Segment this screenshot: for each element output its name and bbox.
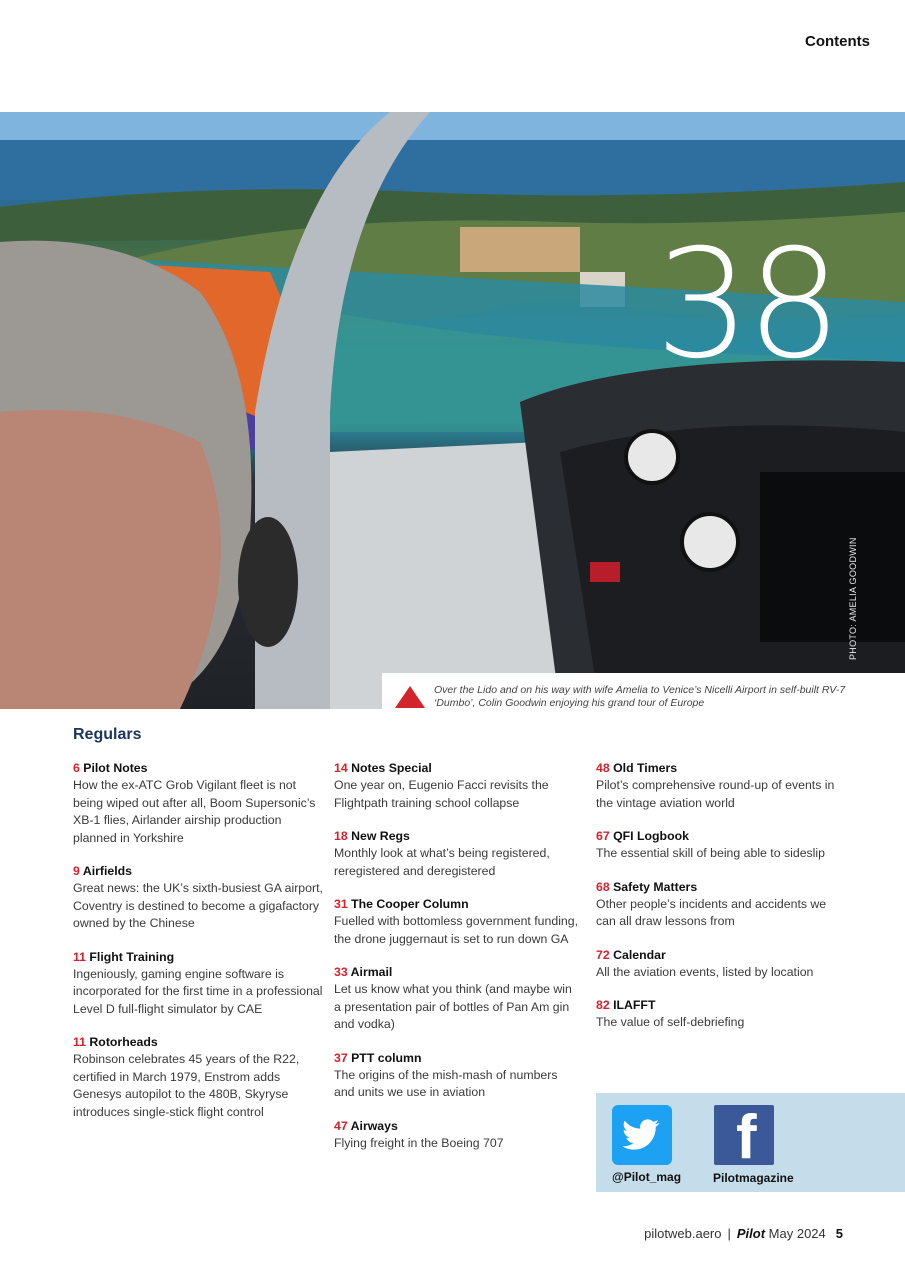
entry-page: 47 xyxy=(334,1118,348,1133)
entry-description: Flying freight in the Boeing 707 xyxy=(334,1135,504,1150)
entry-title: Airfields xyxy=(82,864,133,878)
caption-triangle-icon xyxy=(395,686,425,708)
photo-credit: PHOTO: AMELIA GOODWIN xyxy=(848,537,858,660)
contents-entry[interactable] xyxy=(73,949,328,1019)
entry-page: 48 xyxy=(596,761,610,775)
twitter-bird-icon[interactable] xyxy=(612,1105,672,1165)
entry-page: 68 xyxy=(596,879,610,894)
entry-page: 14 xyxy=(334,761,348,775)
contents-entry[interactable] xyxy=(73,863,328,933)
contents-entry[interactable] xyxy=(334,828,579,880)
contents-entry[interactable] xyxy=(596,997,846,1032)
contents-column-1 xyxy=(73,760,328,1137)
photo-caption: Over the Lido and on his way with wife Amelia to Venice’s Nicelli Airport in self-built RV-7 ‘Dumbo’, Colin Goodwin enjoying his grand tour of Europe xyxy=(434,684,846,709)
hero-photo xyxy=(0,112,905,709)
entry-description: All the aviation events, listed by location xyxy=(596,964,814,979)
entry-page: 37 xyxy=(334,1050,348,1065)
entry-page: 82 xyxy=(596,998,610,1012)
entry-description: Great news: the UK’s sixth-busiest GA airport, Coventry is destined to become a gigafactory owned by the Chinese xyxy=(73,881,323,930)
facebook-handle[interactable]: Pilotmagazine xyxy=(713,1171,794,1185)
entry-title: Calendar xyxy=(613,947,666,962)
entry-description: Robinson celebrates 45 years of the R22, certified in March 1979, Enstrom adds Genesys autopilot to the 480B, Skyryse introduces single-stick flight control xyxy=(73,1052,300,1119)
entry-title: Airmail xyxy=(350,965,393,979)
footer-separator: | xyxy=(727,1226,731,1241)
footer-issue: May 2024 xyxy=(768,1226,826,1241)
contents-entry[interactable] xyxy=(334,896,579,948)
footer-website[interactable]: pilotweb.aero xyxy=(644,1226,722,1241)
contents-column-2 xyxy=(334,760,579,1168)
entry-page: 31 xyxy=(334,897,348,911)
entry-description: One year on, Eugenio Facci revisits the Flightpath training school collapse xyxy=(334,778,549,810)
page-number: 5 xyxy=(835,1226,843,1241)
entry-description: Let us know what you think (and maybe win a presentation pair of bottles of Pan Am gin and vodka) xyxy=(334,982,572,1031)
contents-entry[interactable] xyxy=(334,1118,579,1153)
entry-title: Rotorheads xyxy=(89,1035,158,1049)
entry-description: Pilot’s comprehensive round-up of events in the vintage aviation world xyxy=(596,778,835,810)
entry-description: The value of self-debriefing xyxy=(596,1015,745,1029)
feature-page-number: 38 xyxy=(655,218,838,392)
twitter-handle[interactable]: @Pilot_mag xyxy=(612,1170,682,1184)
contents-entry[interactable] xyxy=(596,947,846,982)
section-label: Contents xyxy=(805,33,870,50)
entry-title: Safety Matters xyxy=(613,879,698,894)
contents-entry[interactable] xyxy=(334,760,579,812)
contents-entry[interactable] xyxy=(73,1034,328,1121)
entry-description: The origins of the mish-mash of numbers and units we use in aviation xyxy=(334,1067,558,1099)
page-footer xyxy=(644,1226,843,1241)
facebook-f-icon[interactable]: f xyxy=(714,1105,774,1165)
entry-title: Old Timers xyxy=(613,761,678,775)
cockpit-illustration xyxy=(0,112,905,709)
entry-page: 72 xyxy=(596,947,610,962)
entry-page: 33 xyxy=(334,965,348,979)
contents-column-3 xyxy=(596,760,846,1048)
entry-title: PTT column xyxy=(351,1050,422,1065)
entry-description: The essential skill of being able to sideslip xyxy=(596,846,825,860)
entry-page: 18 xyxy=(334,829,348,843)
contents-entry[interactable] xyxy=(73,760,328,847)
entry-page: 11 xyxy=(73,949,86,964)
contents-entry[interactable] xyxy=(334,964,579,1034)
entry-title: The Cooper Column xyxy=(351,897,469,911)
entry-description: Fuelled with bottomless government funding, the drone juggernaut is set to run down GA xyxy=(334,914,579,946)
entry-page: 6 xyxy=(73,761,80,775)
entry-title: Airways xyxy=(350,1118,398,1133)
entry-page: 9 xyxy=(73,864,80,878)
contents-entry[interactable] xyxy=(334,1050,579,1102)
contents-entry[interactable] xyxy=(596,760,846,812)
entry-title: QFI Logbook xyxy=(613,829,689,843)
entry-description: How the ex-ATC Grob Vigilant fleet is not being wiped out after all, Boom Supersonic’s XB-1 flies, Airlander airship production planned in Yorkshire xyxy=(73,778,316,845)
contents-entry[interactable] xyxy=(596,828,846,863)
entry-title: Pilot Notes xyxy=(83,761,148,775)
entry-description: Other people’s incidents and accidents we can all draw lessons from xyxy=(596,896,827,928)
entry-title: ILAFFT xyxy=(613,998,656,1012)
contents-entry[interactable] xyxy=(596,879,846,931)
section-heading-regulars: Regulars xyxy=(73,726,142,743)
entry-page: 67 xyxy=(596,829,610,843)
entry-page: 11 xyxy=(73,1035,86,1049)
entry-title: Notes Special xyxy=(351,761,432,775)
footer-magazine: Pilot xyxy=(736,1226,766,1241)
entry-title: Flight Training xyxy=(89,949,175,964)
entry-description: Monthly look at what’s being registered, reregistered and deregistered xyxy=(334,846,550,878)
entry-description: Ingeniously, gaming engine software is incorporated for the first time in a professional Level D full-flight simulator by CAE xyxy=(73,966,323,1016)
social-panel xyxy=(596,1093,905,1192)
entry-title: New Regs xyxy=(351,829,410,843)
